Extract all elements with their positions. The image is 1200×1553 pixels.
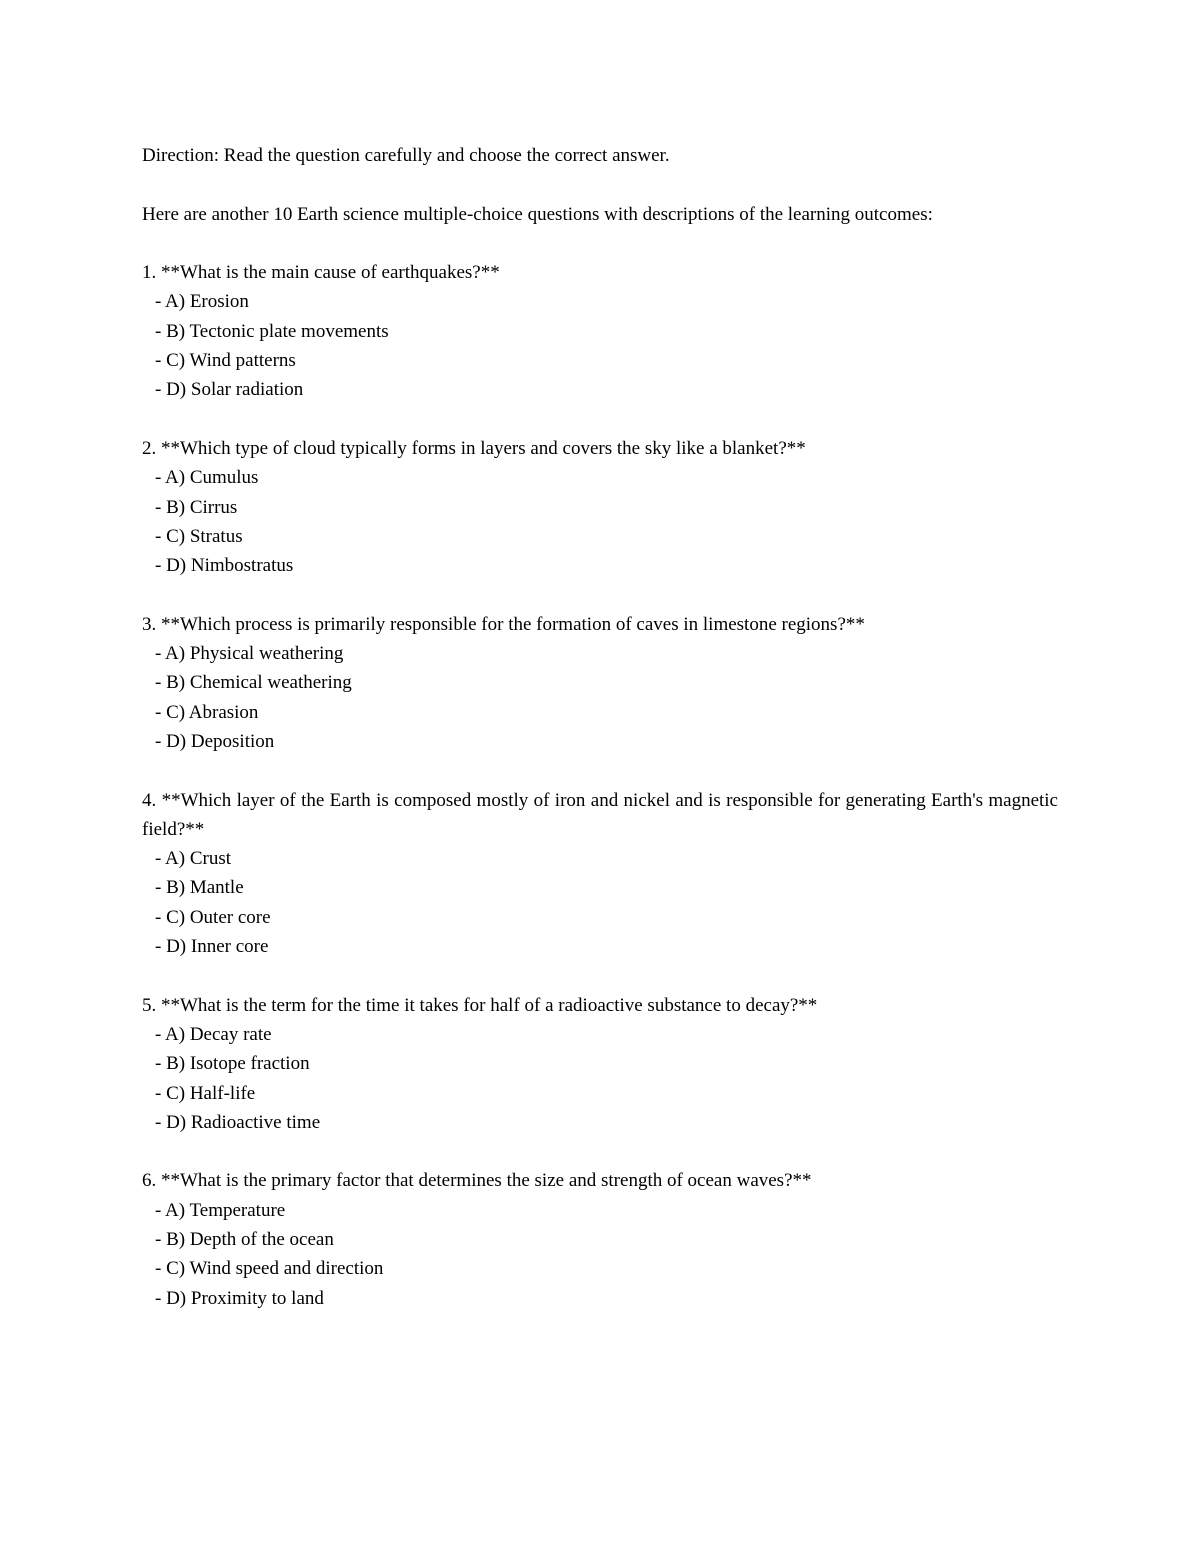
question-text: 5. **What is the term for the time it takes for half of a radioactive substance to decay?** [142, 994, 818, 1016]
answer-option: - A) Erosion [155, 291, 249, 313]
answer-option: - A) Temperature [155, 1199, 286, 1221]
question-block [142, 258, 1058, 404]
question-block [142, 434, 1058, 580]
question-text: 1. **What is the main cause of earthquakes?** [142, 262, 500, 284]
answer-option: - B) Isotope fraction [155, 1053, 310, 1075]
answer-option: - D) Radioactive time [155, 1111, 321, 1133]
answer-option: - B) Tectonic plate movements [155, 320, 389, 342]
direction-text: Direction: Read the question carefully and choose the correct answer. [142, 145, 670, 166]
answer-option: - A) Crust [155, 848, 231, 870]
answer-option: - B) Cirrus [155, 496, 238, 518]
answer-option: - D) Solar radiation [155, 379, 304, 401]
document-page [142, 141, 1058, 1342]
answer-option: - C) Half-life [155, 1082, 256, 1104]
answer-options [142, 1020, 1058, 1137]
question-text: 4. **Which layer of the Earth is composed mostly of iron and nickel and is responsible for generating Earth's magnetic field?** [142, 789, 1058, 840]
question-list [142, 258, 1058, 1313]
answer-option: - A) Physical weathering [155, 643, 344, 665]
answer-option: - C) Wind patterns [155, 350, 296, 372]
intro-text: Here are another 10 Earth science multiple-choice questions with descriptions of the learning outcomes: [142, 203, 933, 225]
answer-option: - C) Stratus [155, 525, 243, 547]
answer-option: - B) Mantle [155, 877, 244, 899]
answer-options [142, 463, 1058, 580]
answer-options [142, 639, 1058, 756]
answer-option: - A) Cumulus [155, 467, 259, 489]
question-block [142, 1166, 1058, 1312]
answer-options [142, 1196, 1058, 1313]
answer-options [142, 844, 1058, 961]
question-block [142, 610, 1058, 756]
question-text: 3. **Which process is primarily responsible for the formation of caves in limestone regions?** [142, 613, 865, 635]
question-block [142, 991, 1058, 1137]
answer-option: - C) Wind speed and direction [155, 1258, 384, 1280]
answer-option: - D) Inner core [155, 936, 269, 958]
answer-option: - A) Decay rate [155, 1023, 272, 1045]
question-block [142, 786, 1058, 962]
answer-option: - B) Chemical weathering [155, 672, 352, 694]
answer-option: - D) Nimbostratus [155, 555, 294, 577]
question-text: 6. **What is the primary factor that determines the size and strength of ocean waves?** [142, 1170, 812, 1192]
answer-options [142, 287, 1058, 404]
answer-option: - C) Outer core [155, 906, 271, 928]
answer-option: - D) Deposition [155, 730, 275, 752]
answer-option: - B) Depth of the ocean [155, 1228, 334, 1250]
answer-option: - D) Proximity to land [155, 1287, 324, 1309]
question-text: 2. **Which type of cloud typically forms in layers and covers the sky like a blanket?** [142, 437, 806, 459]
answer-option: - C) Abrasion [155, 701, 259, 723]
